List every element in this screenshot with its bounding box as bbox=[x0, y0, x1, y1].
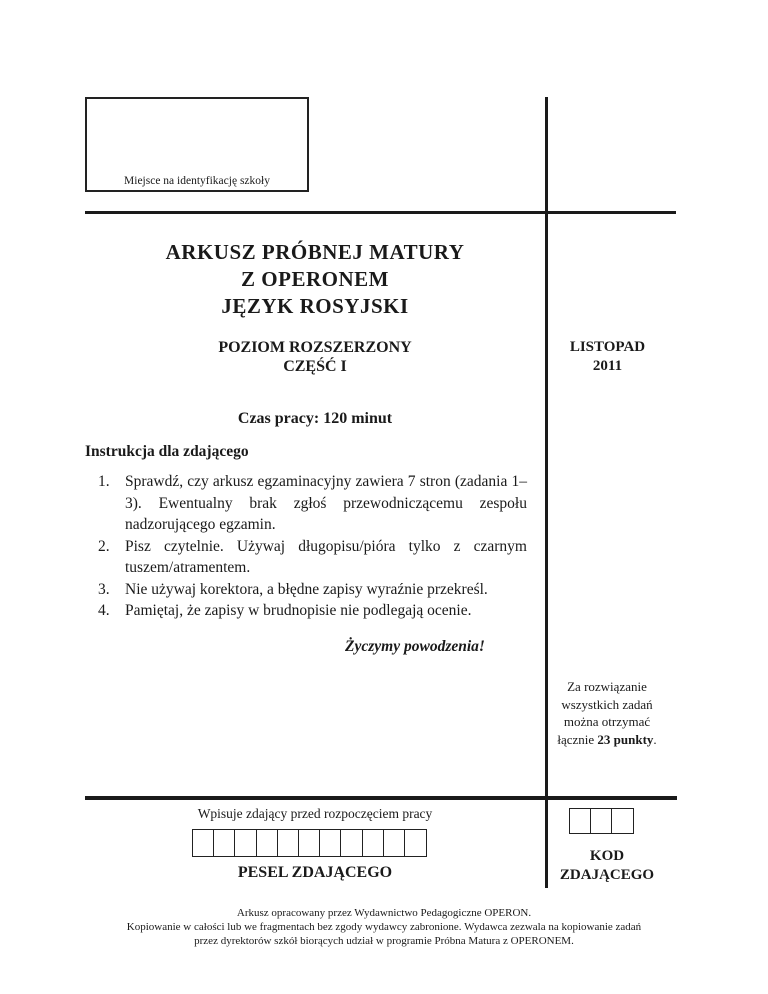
title-line-2: Z OPERONEM bbox=[241, 267, 389, 291]
date-month: LISTOPAD bbox=[569, 339, 646, 355]
exam-level bbox=[85, 338, 545, 376]
instructions-title: Instrukcja dla zdającego bbox=[85, 443, 249, 460]
pesel-cell bbox=[213, 829, 236, 857]
kod-cell bbox=[611, 808, 634, 834]
header-divider bbox=[85, 211, 676, 214]
points-note-line-1: Za rozwiązanie bbox=[567, 679, 647, 694]
footer-divider bbox=[85, 796, 677, 800]
publisher-footer bbox=[40, 906, 728, 948]
footer-line-3: przez dyrektorów szkół biorących udział w programie Próbna Matura z OPERONEM. bbox=[194, 935, 574, 947]
pesel-cell bbox=[340, 829, 363, 857]
exam-date bbox=[545, 338, 670, 376]
pesel-cell bbox=[256, 829, 279, 857]
title-line-3: JĘZYK ROSYJSKI bbox=[221, 294, 409, 318]
footer-line-1: Arkusz opracowany przez Wydawnictwo Pedagogiczne OPERON. bbox=[236, 907, 532, 919]
kod-label-line-2: ZDAJĄCEGO bbox=[559, 867, 655, 883]
footer-line-2: Kopiowanie w całości lub we fragmentach bez zgody wydawcy zabronione. Wydawca zezwala na kopiowanie zadań bbox=[126, 921, 642, 933]
school-box-label: Miejsce na identyfikację szkoły bbox=[124, 175, 270, 187]
date-year: 2011 bbox=[592, 358, 623, 374]
pesel-label: PESEL ZDAJĄCEGO bbox=[237, 864, 393, 881]
exam-duration: Czas pracy: 120 minut bbox=[237, 410, 393, 427]
kod-label bbox=[543, 847, 671, 885]
pesel-cell bbox=[383, 829, 406, 857]
instruction-item: Sprawdź, czy arkusz egzaminacyjny zawiera 7 stron (zadania 1–3). Ewentualny brak zgłoś przewodniczącemu zespołu nadzorującego egzamin. bbox=[125, 473, 527, 533]
instruction-item: Pisz czytelnie. Używaj długopisu/pióra tylko z czarnym tuszem/atramentem. bbox=[125, 537, 527, 576]
kod-label-line-1: KOD bbox=[589, 848, 625, 864]
level-line-2: CZĘŚĆ I bbox=[283, 358, 347, 375]
kod-cell bbox=[569, 808, 592, 834]
exam-title bbox=[85, 239, 545, 320]
fill-before-start-note: Wpisuje zdający przed rozpoczęciem pracy bbox=[197, 806, 433, 821]
vertical-divider bbox=[545, 97, 548, 888]
instruction-item: Pamiętaj, że zapisy w brudnopisie nie podlegają ocenie. bbox=[125, 602, 472, 619]
points-note-line-2: wszystkich zadań bbox=[561, 696, 653, 712]
pesel-cell bbox=[277, 829, 300, 857]
points-note-line-4: łącznie 23 punkty. bbox=[557, 731, 657, 747]
pesel-cell bbox=[319, 829, 342, 857]
pesel-cell bbox=[234, 829, 257, 857]
level-line-1: POZIOM ROZSZERZONY bbox=[218, 339, 412, 356]
points-note-line-3: można otrzymać bbox=[563, 714, 651, 729]
kod-cell bbox=[590, 808, 613, 834]
good-luck-note: Życzymy powodzenia! bbox=[345, 638, 485, 655]
pesel-cells-row bbox=[192, 829, 427, 857]
pesel-cell bbox=[404, 829, 427, 857]
instruction-item: Nie używaj korektora, a błędne zapisy wyraźnie przekreśl. bbox=[125, 580, 488, 598]
pesel-cell bbox=[192, 829, 215, 857]
pesel-cell bbox=[362, 829, 385, 857]
title-line-1: ARKUSZ PRÓBNEJ MATURY bbox=[165, 240, 465, 264]
school-identification-box bbox=[85, 97, 309, 192]
kod-cells-row bbox=[569, 808, 634, 834]
points-total: 23 punkty bbox=[597, 731, 654, 747]
pesel-cell bbox=[298, 829, 321, 857]
points-note bbox=[543, 678, 671, 748]
instructions-list bbox=[95, 471, 527, 622]
